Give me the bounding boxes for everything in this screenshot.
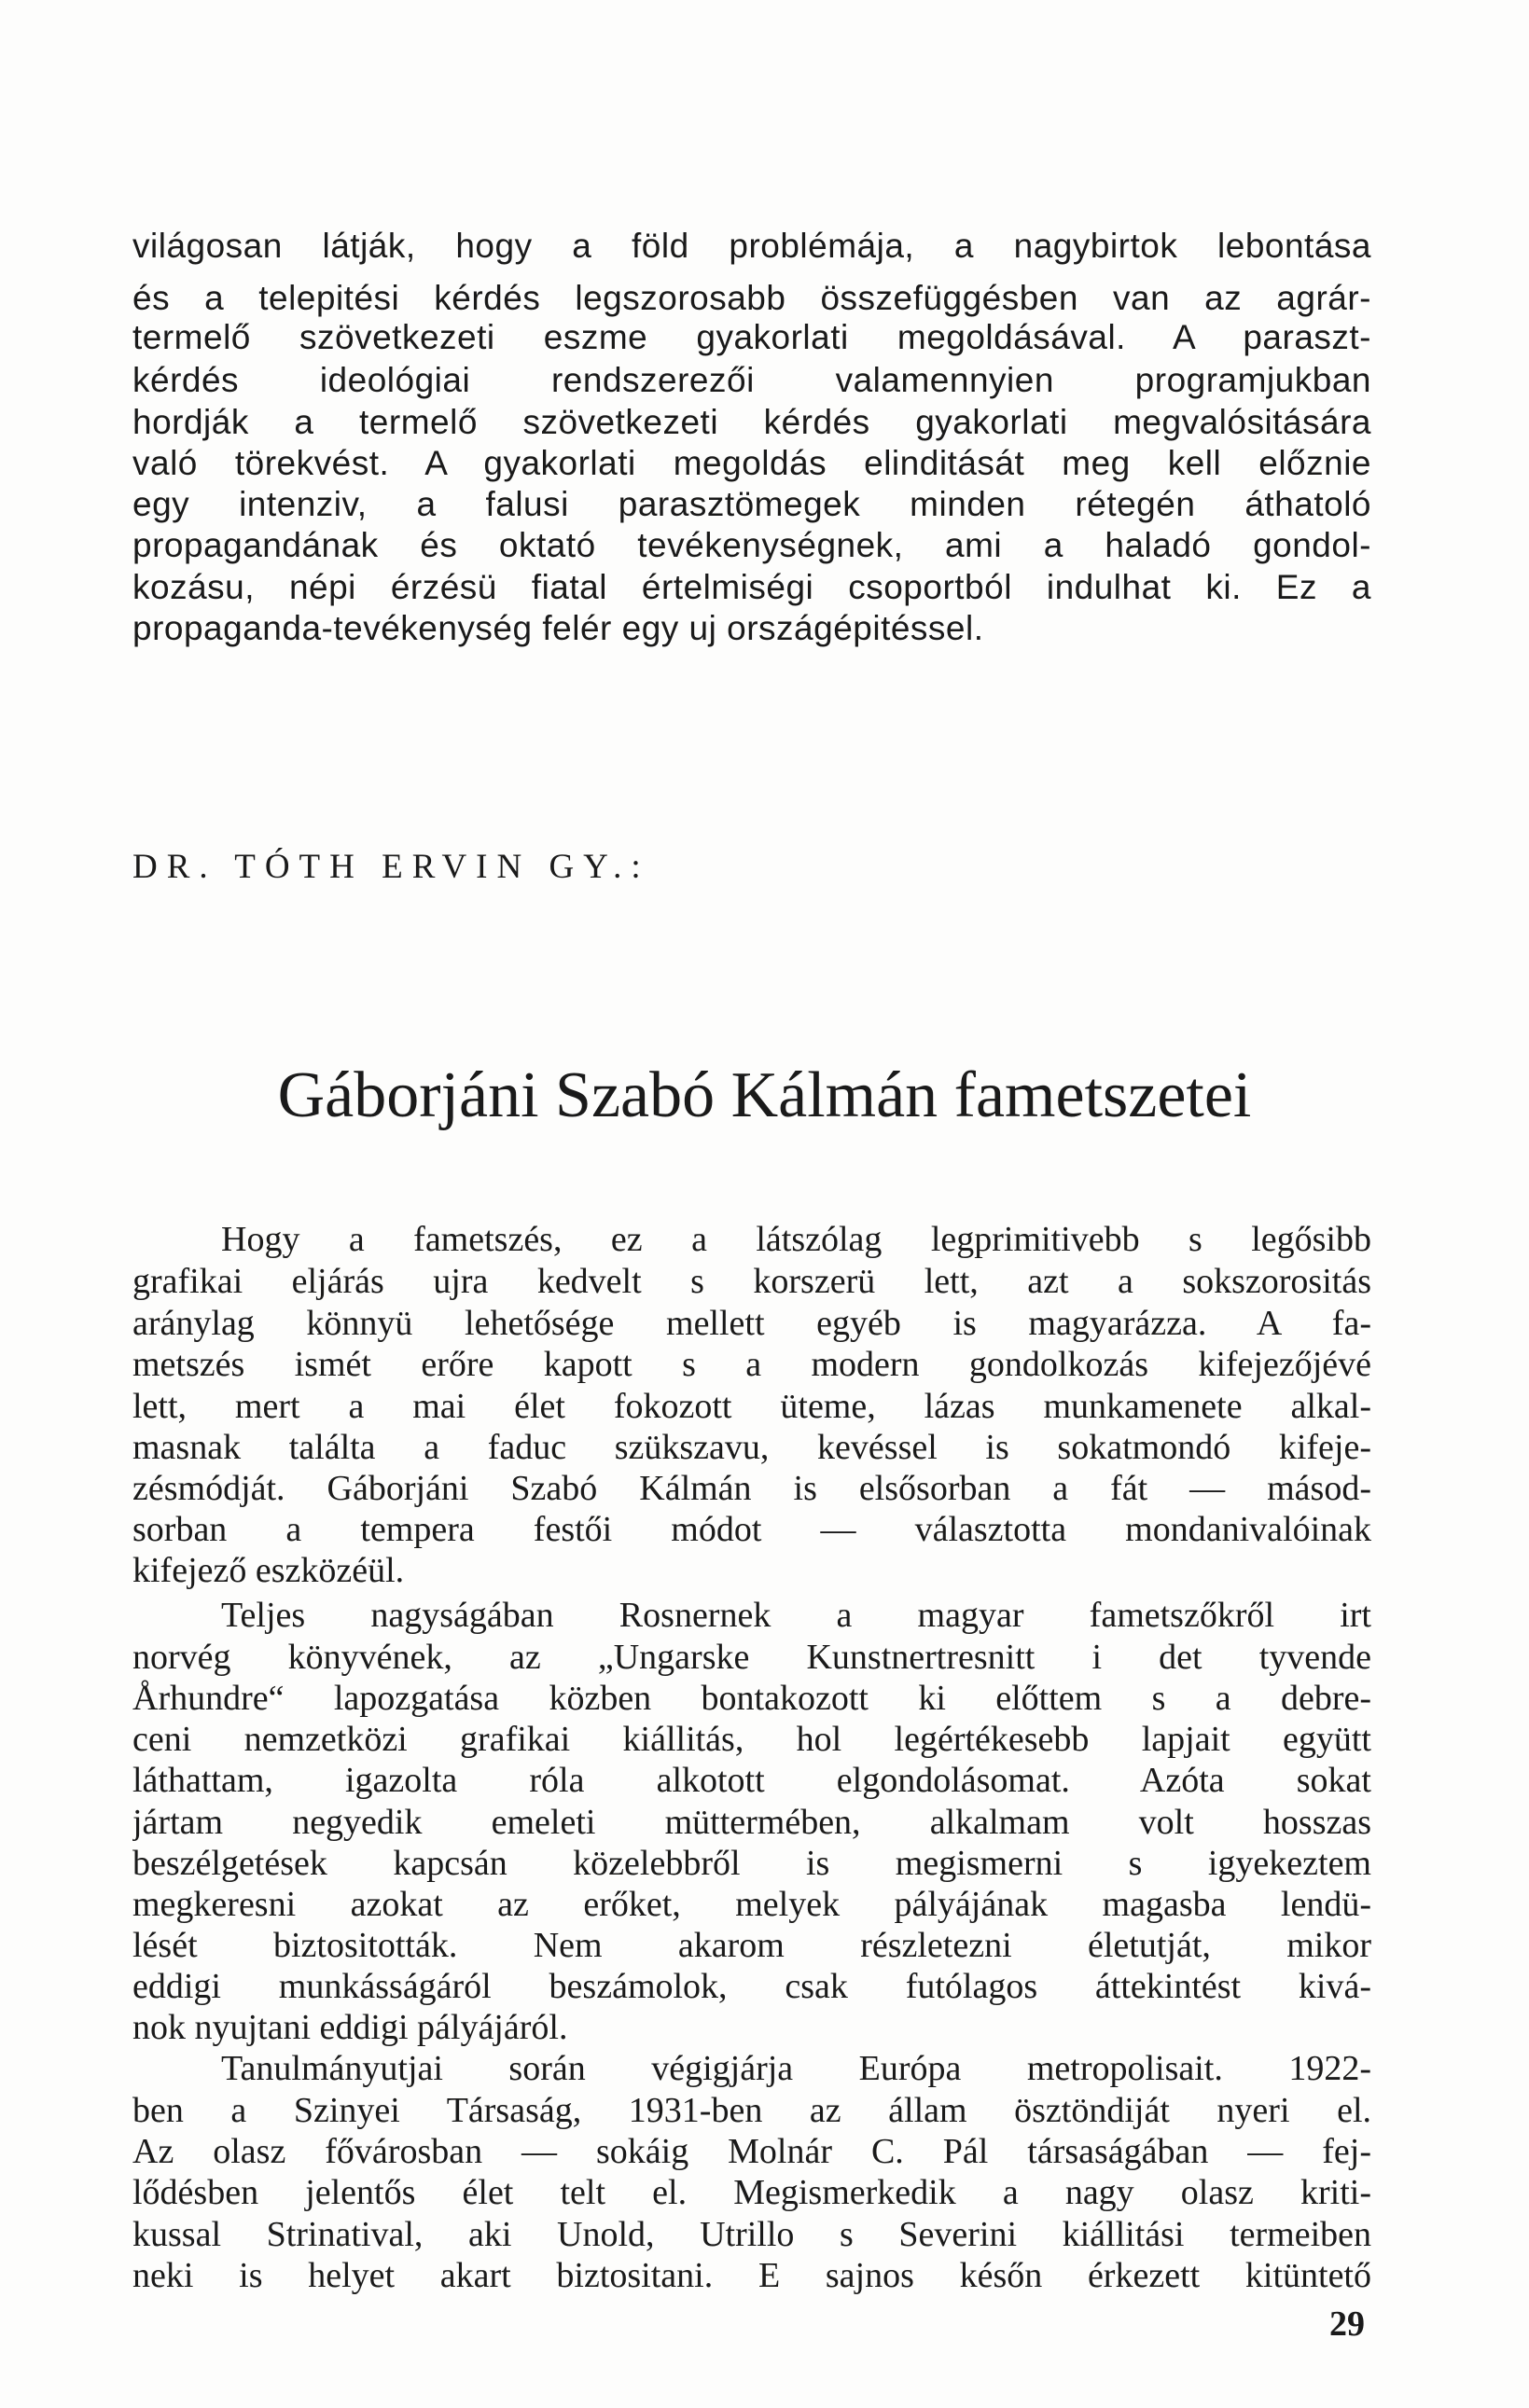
text-line: masnak találta a faduc szükszavu, kevéssel is sokatmondó kifeje- <box>132 1428 1371 1467</box>
text-line: norvég könyvének, az „Ungarske Kunstnertresnitt i det tyvende <box>132 1638 1371 1677</box>
text-line: lett, mert a mai élet fokozott üteme, lázas munkamenete alkal- <box>132 1387 1371 1426</box>
text-line: egy intenziv, a falusi parasztömegek minden rétegén áthatoló <box>132 486 1371 523</box>
page-number: 29 <box>1329 2304 1365 2344</box>
text-line: lődésben jelentős élet telt el. Megismerkedik a nagy olasz kriti- <box>132 2173 1371 2212</box>
text-line: ben a Szinyei Társaság, 1931-ben az állam ösztöndiját nyeri el. <box>132 2091 1371 2130</box>
text-line: Århundre“ lapozgatása közben bontakozott ki előttem s a debre- <box>132 1679 1371 1718</box>
text-line: kérdés ideológiai rendszerezői valamennyien programjukban <box>132 362 1371 399</box>
text-line: Az olasz fővárosban — sokáig Molnár C. Pál társaságában — fej- <box>132 2132 1371 2171</box>
text-line: és a telepitési kérdés legszorosabb összefüggésben van az agrár- <box>132 280 1371 317</box>
text-line: propagandának és oktató tevékenységnek, ami a haladó gondol- <box>132 527 1371 564</box>
text-line: megkeresni azokat az erőket, melyek pályájának magasba lendü- <box>132 1885 1371 1924</box>
article-title: Gáborjáni Szabó Kálmán fametszetei <box>277 1059 1252 1131</box>
text-line: láthattam, igazolta róla alkotott elgondolásomat. Azóta sokat <box>132 1761 1371 1800</box>
text-line: hordják a termelő szövetkezeti kérdés gyakorlati megvalósitására <box>132 404 1371 441</box>
text-line: grafikai eljárás ujra kedvelt s korszerü lett, azt a sokszorositás <box>132 1262 1371 1301</box>
text-line: zésmódját. Gáborjáni Szabó Kálmán is elsősorban a fát — másod- <box>132 1469 1371 1508</box>
text-line: kifejező eszközéül. <box>132 1551 405 1590</box>
text-line: beszélgetések kapcsán közelebbről is megismerni s igyekeztem <box>132 1844 1371 1883</box>
text-line: sorban a tempera festői módot — választotta mondanivalóinak <box>132 1510 1371 1549</box>
text-line: való törekvést. A gyakorlati megoldás elinditását meg kell előznie <box>132 445 1371 482</box>
text-line: nok nyujtani eddigi pályájáról. <box>132 2008 568 2047</box>
text-line: propaganda-tevékenység felér egy uj országépitéssel. <box>132 610 984 647</box>
article-author: DR. TÓTH ERVIN GY.: <box>132 848 650 886</box>
text-line: termelő szövetkezeti eszme gyakorlati megoldásával. A paraszt- <box>132 319 1371 356</box>
text-line: Tanulmányutjai során végigjárja Európa metropolisait. 1922- <box>221 2049 1371 2088</box>
text-line: metszés ismét erőre kapott s a modern gondolkozás kifejezőjévé <box>132 1345 1371 1384</box>
text-line: kozásu, népi érzésü fiatal értelmiségi csoportból indulhat ki. Ez a <box>132 569 1371 606</box>
text-line: eddigi munkásságáról beszámolok, csak futólagos áttekintést kivá- <box>132 1967 1371 2006</box>
text-line: lését biztositották. Nem akarom részletezni életutját, mikor <box>132 1926 1371 1965</box>
text-line: jártam negyedik emeleti müttermében, alkalmam volt hosszas <box>132 1803 1371 1842</box>
text-line: neki is helyet akart biztositani. E sajnos későn érkezett kitüntető <box>132 2256 1371 2295</box>
text-line: Hogy a fametszés, ez a látszólag legprimitivebb s legősibb <box>221 1220 1371 1259</box>
text-line: világosan látják, hogy a föld problémája, a nagybirtok lebontása <box>132 228 1371 265</box>
text-line: Teljes nagyságában Rosnernek a magyar fametszőkről irt <box>221 1596 1371 1635</box>
text-line: kussal Strinatival, aki Unold, Utrillo s Severini kiállitási termeiben <box>132 2215 1371 2254</box>
text-line: ceni nemzetközi grafikai kiállitás, hol legértékesebb lapjait együtt <box>132 1720 1371 1759</box>
text-line: aránylag könnyü lehetősége mellett egyéb is magyarázza. A fa- <box>132 1304 1371 1343</box>
